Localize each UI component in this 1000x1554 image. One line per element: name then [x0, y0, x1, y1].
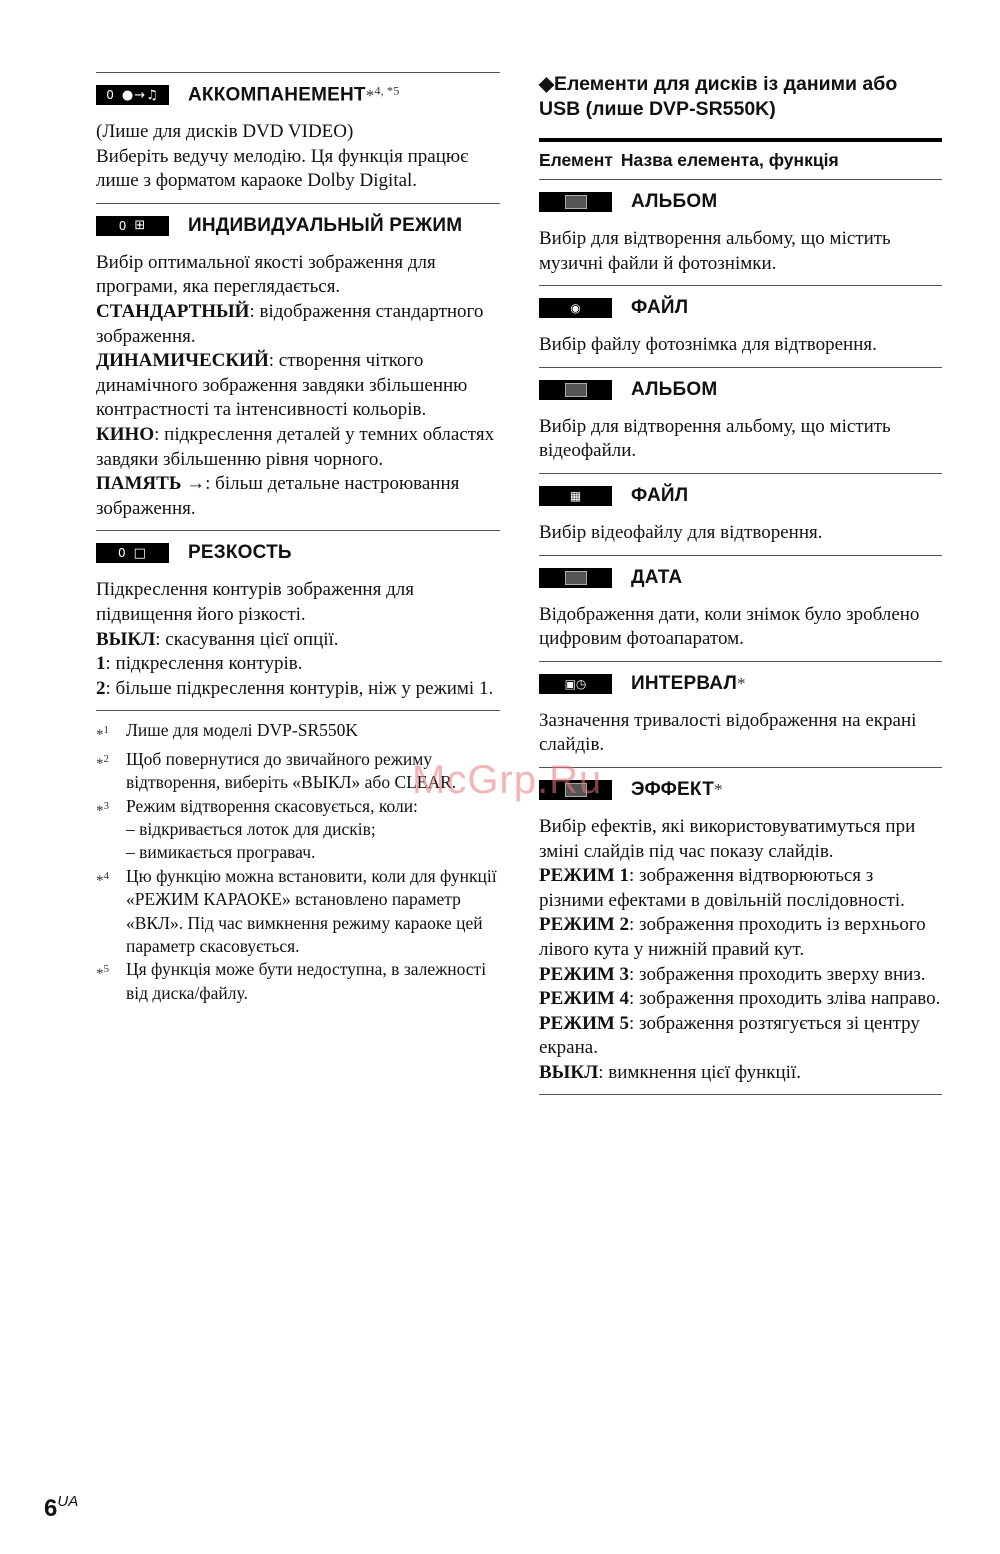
- divider: [539, 1094, 942, 1095]
- table-row: АЛЬБОМ: [539, 367, 942, 405]
- karaoke-icon: 0 ●→♫: [96, 85, 169, 105]
- list-item: РЕЖИМ 2: зображення проходить із верхнього лівого кута у нижній правий кут.: [539, 914, 926, 960]
- video-album-icon: [539, 380, 612, 400]
- table-row: ЭФФЕКТ*: [539, 767, 942, 805]
- list-item: СТАНДАРТНЫЙ: відображення стандартного зображення.: [96, 300, 484, 347]
- section-title: РЕЗКОСТЬ: [188, 542, 292, 564]
- list-item: ДИНАМИЧЕСКИЙ: створення чіткого динамічного зображення завдяки збільшенню контрастності та інтенсивності кольорів.: [96, 350, 468, 421]
- section-header-sharpness: [96, 530, 500, 568]
- section-title: ИНДИВИДУАЛЬНЫЙ РЕЖИМ: [188, 214, 463, 236]
- list-item: 1: підкреслення контурів.: [96, 653, 303, 675]
- row-description: Вибір ефектів, які використовуватимуться при зміні слайдів під час показу слайдів. РЕЖИМ 1: зображення відтворюються з різними ефектами в довільній послідовності. РЕЖИМ 2: зображення проходить із верхнього лівого кута у нижній правий кут. РЕЖИМ 3: зображення проходить зверху вниз. РЕЖИМ 4: зображення проходить зліва направо. РЕЖИМ 5: зображення розтягується зі центру екрана. ВЫКЛ: вимкнення цієї функції.: [539, 805, 942, 1095]
- row-description: Вибір для відтворення альбому, що містить музичні файли й фотознімки.: [539, 228, 891, 274]
- table-row: АЛЬБОМ: [539, 180, 942, 217]
- picture-mode-icon: 0 ⊞: [96, 216, 169, 236]
- footnote: *$^1$ Лише для моделі DVP-SR550K: [96, 720, 359, 744]
- footnote: *$^5$ Ця функція може бути недоступна, в залежності від диска/файлу.: [96, 959, 487, 1003]
- list-item: РЕЖИМ 3: зображення проходить зверху вниз.: [539, 963, 926, 985]
- calendar-icon: [539, 568, 612, 588]
- footnote: *$^4$ Цю функцію можна встановити, коли для функції «РЕЖИМ КАРАОКЕ» встановлено параметр «ВКЛ». Під час вимкнення режиму караоке цей параметр скасовується.: [96, 865, 497, 956]
- section-body: Вибір оптимальної якості зображення для програми, яка переглядається. СТАНДАРТНЫЙ: відображення стандартного зображення. ДИНАМИЧЕСКИЙ: створення чіткого динамічного зображення завдяки збільшенню контрастності та інтенсивності кольорів. КИНО: підкреслення деталей у темних областях завдяки збільшенню рівня чорного. ПАМЯТЬ →: більш детальне настроювання зображення.: [96, 241, 500, 531]
- row-description: Вибір відеофайлу для відтворення.: [539, 521, 823, 543]
- table-row: ◉ ФАЙЛ: [539, 285, 942, 323]
- film-icon: ▦: [539, 486, 612, 506]
- list-item: ПАМЯТЬ →: більш детальне настроювання зображення.: [96, 473, 460, 519]
- list-item: РЕЖИМ 4: зображення проходить зліва направо.: [539, 988, 941, 1010]
- list-item: РЕЖИМ 1: зображення відтворюються з різними ефектами в довільній послідовності.: [539, 865, 905, 911]
- watermark: McGrp.Ru: [412, 758, 603, 802]
- section-heading: ◆Елементи для дисків із даними або USB (лише DVP-SR550K): [539, 73, 898, 120]
- section-title: АККОМПАНЕМЕНТ: [188, 84, 366, 106]
- row-description: Відображення дати, коли знімок було зроблено цифровим фотоапаратом.: [539, 603, 920, 650]
- table-row: ▦ ФАЙЛ: [539, 473, 942, 511]
- row-description: Вибір для відтворення альбому, що містить відеофайли.: [539, 415, 891, 462]
- section-body: (Лише для дисків DVD VIDEO) Виберіть ведучу мелодію. Ця функція працює лише з форматом караоке Dolby Digital.: [96, 121, 469, 192]
- sharpness-icon: 0 □: [96, 543, 169, 563]
- footnotes: [96, 710, 500, 1005]
- table-header: Елемент Назва елемента, функція: [539, 142, 942, 180]
- list-item: РЕЖИМ 5: зображення розтягується зі центру екрана.: [539, 1012, 920, 1059]
- left-column: [96, 72, 500, 1005]
- list-item: ВЫКЛ: вимкнення цієї функції.: [539, 1061, 801, 1083]
- list-item: ВЫКЛ: скасування цієї опції.: [96, 628, 339, 650]
- footnote: *$^2$ Щоб повернутися до звичайного режиму відтворення, виберіть «ВЫКЛ» або CLEAR.: [96, 748, 457, 793]
- list-item: 2: більше підкреслення контурів, ніж у режимі 1.: [96, 677, 494, 699]
- section-header-accompaniment: 0 ●→♫ АККОМПАНЕМЕНТ*$^{4, *5}$: [96, 72, 500, 110]
- row-description: Зазначення тривалості відображення на екрані слайдів.: [539, 709, 917, 756]
- list-item: КИНО: підкреслення деталей у темних областях завдяки збільшенню рівня чорного.: [96, 423, 495, 470]
- interval-icon: ▣◷: [539, 674, 612, 694]
- section-header-picture-mode: [96, 203, 500, 241]
- page-number: $6^{UA}$: [44, 1493, 79, 1522]
- right-column: [539, 72, 942, 1095]
- music-album-icon: [539, 192, 612, 212]
- table-row: ▣◷ ИНТЕРВАЛ*: [539, 661, 942, 699]
- footnote: *$^3$ Режим відтворення скасовується, коли: – відкривається лоток для дисків; – вимикається програвач.: [96, 795, 418, 863]
- table-row: ДАТА: [539, 555, 942, 593]
- section-body: Підкреслення контурів зображення для підвищення його різкості. ВЫКЛ: скасування цієї опції. 1: підкреслення контурів. 2: більше підкреслення контурів, ніж у режимі 1.: [96, 568, 500, 710]
- row-description: Вибір файлу фотознімка для відтворення.: [539, 334, 877, 356]
- camera-icon: ◉: [539, 298, 612, 318]
